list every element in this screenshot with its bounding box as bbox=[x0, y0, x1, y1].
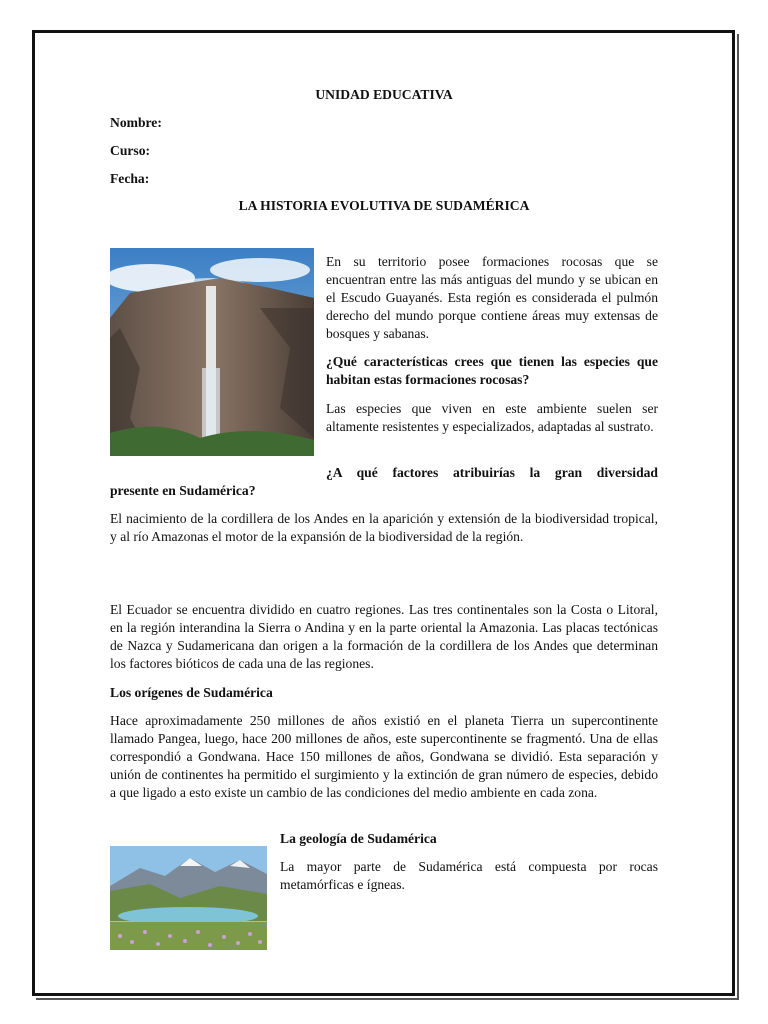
question-2-part1: ¿A qué factores atribuirías la gran diversidad bbox=[326, 465, 658, 480]
document-title: LA HISTORIA EVOLUTIVA DE SUDAMÉRICA bbox=[238, 198, 530, 213]
origins-paragraph: Hace aproximadamente 250 millones de años existió en el planeta Tierra un supercontinente llamado Pangea, luego, hace 200 millones de años, este supercontinente se fragmentó. Una de ellas correspondió a Gondwana. Hace 150 millones de años, Gondwana se dividió. Esta separación y unión de continentes ha permitido el surgimiento y la extinción de gran número de especies, debido a que ligado a esto existe un cambio de las condiciones del medio ambiente en cada zona. bbox=[110, 713, 658, 800]
geology-heading: La geología de Sudamérica bbox=[280, 831, 437, 846]
school-name: UNIDAD EDUCATIVA bbox=[315, 87, 453, 102]
answer-1: Las especies que viven en este ambiente suelen ser altamente resistentes y especializados, adaptadas al sustrato. bbox=[326, 401, 658, 434]
course-label: Curso: bbox=[110, 143, 151, 158]
origins-heading: Los orígenes de Sudamérica bbox=[110, 685, 273, 700]
name-label: Nombre: bbox=[110, 115, 162, 130]
geology-paragraph: La mayor parte de Sudamérica está compuesta por rocas metamórficas e ígneas. bbox=[280, 859, 658, 892]
waterfall-image bbox=[110, 248, 314, 456]
question-1: ¿Qué características crees que tienen las especies que habitan estas formaciones rocosas? bbox=[326, 354, 658, 387]
intro-paragraph: En su territorio posee formaciones rocosas que se encuentran entre las más antiguas del mundo y se ubican en el Escudo Guayanés. Esta región es considerada el pulmón derecho del mundo porque contiene áreas muy extensas de bosques y sabanas. bbox=[326, 254, 658, 341]
question-2-part2: presente en Sudamérica? bbox=[110, 483, 256, 498]
ecuador-paragraph: El Ecuador se encuentra dividido en cuatro regiones. Las tres continentales son la Costa o Litoral, en la región interandina la Sierra o Andina y en la parte oriental la Amazonia. Las placas tectónicas de Nazca y Sudamericana dan origen a la formación de la cordillera de los Andes que determinan los factores bióticos de cada una de las regiones. bbox=[110, 602, 658, 671]
date-label: Fecha: bbox=[110, 171, 150, 186]
mountain-lake-image bbox=[110, 846, 267, 950]
answer-2: El nacimiento de la cordillera de los Andes en la aparición y extensión de la biodiversidad tropical, y al río Amazonas el motor de la expansión de la biodiversidad de la región. bbox=[110, 511, 658, 544]
